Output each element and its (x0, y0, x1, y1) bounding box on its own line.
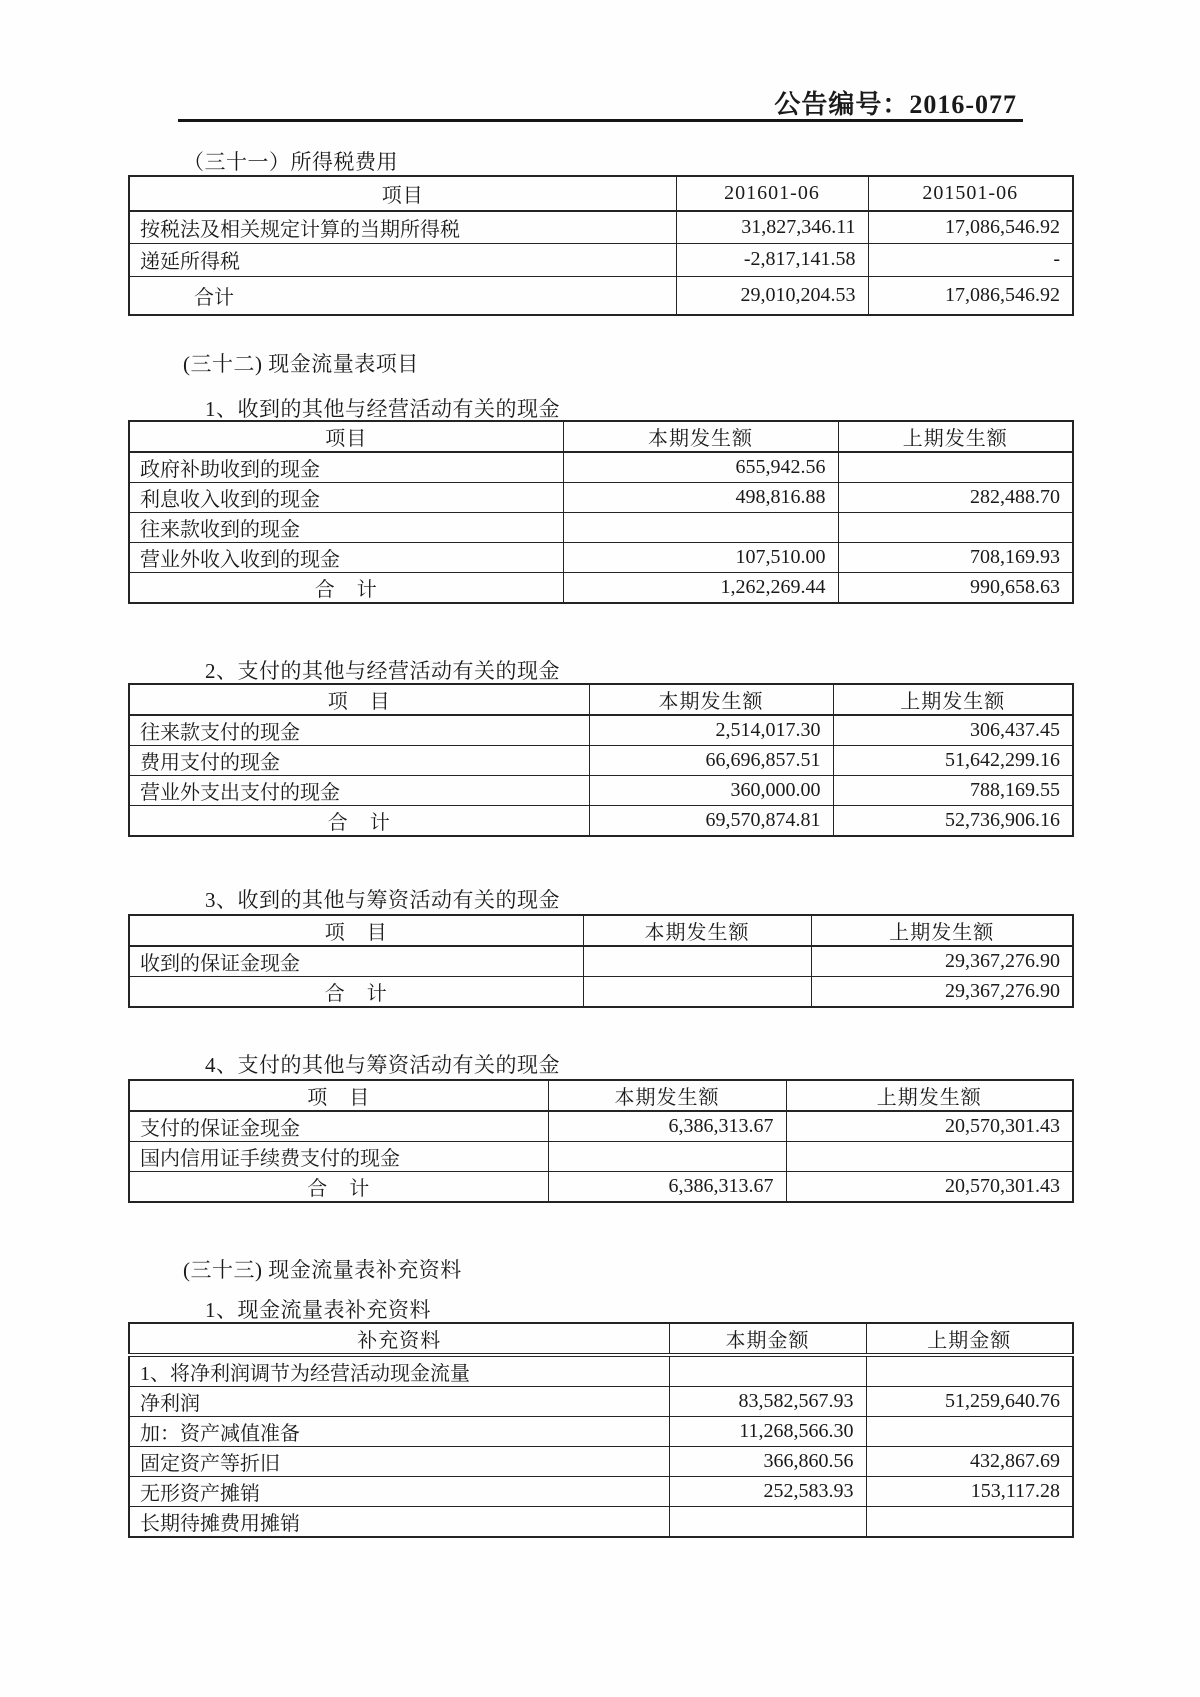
table-cell (583, 946, 811, 977)
table-cell: 282,488.70 (838, 483, 1073, 513)
table-cell: 107,510.00 (563, 543, 838, 573)
table-cell: 52,736,906.16 (833, 806, 1073, 837)
table-cell (866, 1355, 1073, 1387)
column-header: 本期金额 (669, 1323, 866, 1355)
cash-received-operating-table (128, 420, 1074, 604)
table-cell: 83,582,567.93 (669, 1387, 866, 1417)
table-cell (563, 513, 838, 543)
table-cell: 支付的保证金现金 (129, 1111, 548, 1142)
table-cell: 按税法及相关规定计算的当期所得税 (129, 211, 676, 243)
table-cell: 51,642,299.16 (833, 746, 1073, 776)
income-tax-table (128, 175, 1074, 316)
cash-paid-operating-table (128, 683, 1074, 837)
table-cell (866, 1507, 1073, 1538)
table-cell: 净利润 (129, 1387, 669, 1417)
table-cell: 366,860.56 (669, 1447, 866, 1477)
table-cell: 17,086,546.92 (868, 276, 1073, 315)
column-header: 上期金额 (866, 1323, 1073, 1355)
column-header: 本期发生额 (589, 684, 833, 715)
table-cell: 政府补助收到的现金 (129, 452, 563, 483)
table-cell: 1,262,269.44 (563, 573, 838, 604)
table-cell (548, 1142, 786, 1172)
column-header: 本期发生额 (548, 1080, 786, 1111)
table-cell: 29,367,276.90 (811, 977, 1073, 1008)
table-cell: 国内信用证手续费支付的现金 (129, 1142, 548, 1172)
table-cell: 合 计 (129, 573, 563, 604)
table-cell: 合 计 (129, 806, 589, 837)
cash-paid-financing-table (128, 1079, 1074, 1203)
column-header: 本期发生额 (563, 421, 838, 452)
notice-number: 公告编号：2016-077 (774, 90, 1017, 119)
table-cell: 31,827,346.11 (676, 211, 868, 243)
table-cell: 费用支付的现金 (129, 746, 589, 776)
subsection-title-33-1: 1、现金流量表补充资料 (205, 1298, 431, 1322)
table-cell: 加：资产减值准备 (129, 1417, 669, 1447)
table-cell: 合计 (129, 276, 676, 315)
table-cell: 655,942.56 (563, 452, 838, 483)
column-header: 项 目 (129, 684, 589, 715)
table-cell: 11,268,566.30 (669, 1417, 866, 1447)
subsection-title-32-3: 3、收到的其他与筹资活动有关的现金 (205, 888, 560, 912)
section-title-31: （三十一）所得税费用 (183, 150, 398, 174)
table-cell: 20,570,301.43 (786, 1172, 1073, 1203)
table-cell: 360,000.00 (589, 776, 833, 806)
table-cell: 17,086,546.92 (868, 211, 1073, 243)
column-header: 本期发生额 (583, 915, 811, 946)
table-cell: 2,514,017.30 (589, 715, 833, 746)
table-cell (669, 1507, 866, 1538)
table-cell: 66,696,857.51 (589, 746, 833, 776)
table-cell: 20,570,301.43 (786, 1111, 1073, 1142)
table-cell: 营业外收入收到的现金 (129, 543, 563, 573)
column-header: 项目 (129, 421, 563, 452)
column-header: 项目 (129, 176, 676, 211)
table-cell: 153,117.28 (866, 1477, 1073, 1507)
cash-flow-supplement-table (128, 1322, 1074, 1538)
table-cell: 6,386,313.67 (548, 1172, 786, 1203)
column-header: 上期发生额 (786, 1080, 1073, 1111)
table-cell: 无形资产摊销 (129, 1477, 669, 1507)
table-cell: 递延所得税 (129, 243, 676, 276)
table-cell (838, 452, 1073, 483)
table-cell: 利息收入收到的现金 (129, 483, 563, 513)
table-cell: 990,658.63 (838, 573, 1073, 604)
table-cell (583, 977, 811, 1008)
column-header: 上期发生额 (838, 421, 1073, 452)
table-cell: -2,817,141.58 (676, 243, 868, 276)
table-cell: 长期待摊费用摊销 (129, 1507, 669, 1538)
table-cell: 6,386,313.67 (548, 1111, 786, 1142)
cash-received-financing-table (128, 914, 1074, 1008)
subsection-title-32-2: 2、支付的其他与经营活动有关的现金 (205, 659, 560, 683)
section-title-33: (三十三) 现金流量表补充资料 (183, 1258, 462, 1282)
column-header: 上期发生额 (811, 915, 1073, 946)
header-rule (178, 119, 1023, 122)
column-header: 项 目 (129, 915, 583, 946)
table-cell: 合 计 (129, 1172, 548, 1203)
table-cell: - (868, 243, 1073, 276)
table-cell (669, 1355, 866, 1387)
subsection-title-32-4: 4、支付的其他与筹资活动有关的现金 (205, 1053, 560, 1077)
column-header: 201501-06 (868, 176, 1073, 211)
table-cell: 1、将净利润调节为经营活动现金流量 (129, 1355, 669, 1387)
table-cell: 69,570,874.81 (589, 806, 833, 837)
table-cell (838, 513, 1073, 543)
table-cell: 252,583.93 (669, 1477, 866, 1507)
table-cell: 432,867.69 (866, 1447, 1073, 1477)
column-header: 上期发生额 (833, 684, 1073, 715)
table-cell: 往来款支付的现金 (129, 715, 589, 746)
table-cell: 708,169.93 (838, 543, 1073, 573)
subsection-title-32-1: 1、收到的其他与经营活动有关的现金 (205, 397, 560, 421)
table-cell: 固定资产等折旧 (129, 1447, 669, 1477)
column-header: 项 目 (129, 1080, 548, 1111)
table-cell: 收到的保证金现金 (129, 946, 583, 977)
table-cell (786, 1142, 1073, 1172)
table-cell: 营业外支出支付的现金 (129, 776, 589, 806)
table-cell: 29,367,276.90 (811, 946, 1073, 977)
section-title-32: (三十二) 现金流量表项目 (183, 352, 419, 376)
table-cell: 往来款收到的现金 (129, 513, 563, 543)
column-header: 201601-06 (676, 176, 868, 211)
column-header: 补充资料 (129, 1323, 669, 1355)
table-cell (866, 1417, 1073, 1447)
table-cell: 788,169.55 (833, 776, 1073, 806)
table-cell: 498,816.88 (563, 483, 838, 513)
table-cell: 306,437.45 (833, 715, 1073, 746)
table-cell: 合 计 (129, 977, 583, 1008)
table-cell: 51,259,640.76 (866, 1387, 1073, 1417)
table-cell: 29,010,204.53 (676, 276, 868, 315)
